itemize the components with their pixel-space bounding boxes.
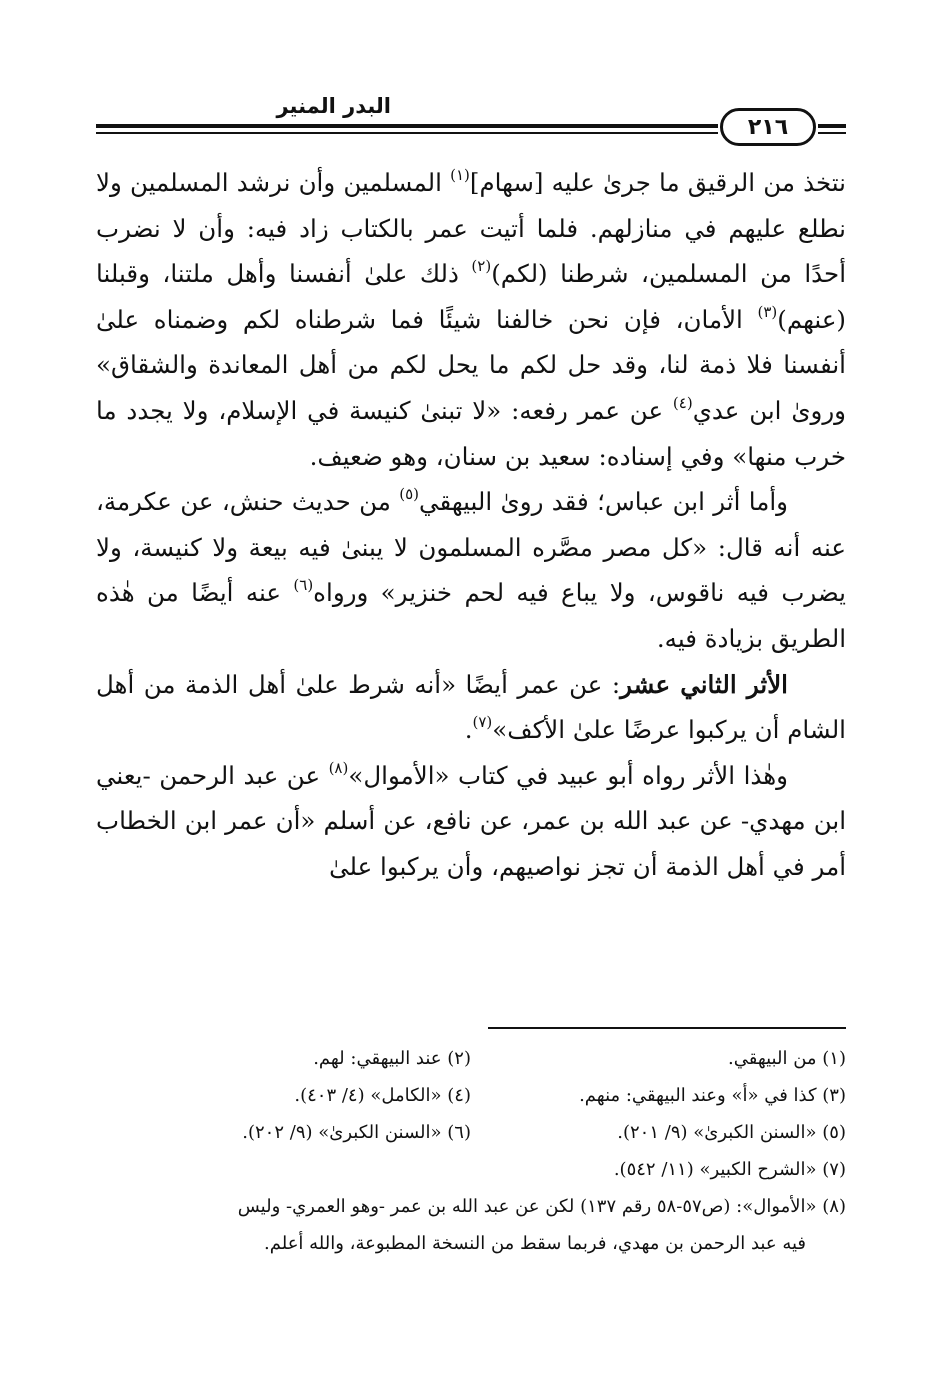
footnote-row bbox=[96, 1114, 846, 1151]
footnote-row bbox=[96, 1151, 846, 1188]
text-run: ذلك علىٰ أنفسنا وأهل ملتنا، وقبلنا (عنهم) bbox=[96, 259, 846, 334]
running-title: البدر المنير bbox=[276, 94, 391, 118]
header-rule-right-thin bbox=[818, 132, 846, 134]
text-run: المسلمين وأن نرشد المسلمين ولا نطلع عليهم في منازلهم. فلما أتيت عمر بالكتاب زاد فيه: وأن لا نضرب أحدًا من المسلمين، شرطنا (لكم) bbox=[96, 168, 846, 289]
footnote-7: (٧) «الشرح الكبير» (١١/ ٥٤٢). bbox=[613, 1159, 846, 1180]
footnote-8-continuation: فيه عبد الرحمن بن مهدي، فربما سقط من النسخة المطبوعة، والله أعلم. bbox=[264, 1233, 806, 1254]
paragraph-4 bbox=[96, 753, 846, 890]
footnote-5: (٥) «السنن الكبرىٰ» (٩/ ٢٠١). bbox=[617, 1122, 846, 1143]
text-run: . bbox=[464, 715, 473, 745]
text-run: الأمان، فإن نحن خالفنا شيئًا فما شرطناه لكم وضمناه علىٰ أنفسنا فلا ذمة لنا، وقد حل لكم ما يحل لكم من أهل المعاندة والشقاق» وروىٰ ابن عدي bbox=[96, 304, 846, 425]
footnote-6: (٦) «السنن الكبرىٰ» (٩/ ٢٠٢). bbox=[242, 1122, 471, 1143]
paragraph-3 bbox=[96, 662, 846, 753]
paragraph-1 bbox=[96, 160, 846, 479]
header-rule-thin bbox=[96, 132, 718, 134]
footnote-separator bbox=[488, 1027, 846, 1029]
footnote-ref-2[interactable]: (٢) bbox=[471, 257, 492, 276]
footnote-row bbox=[96, 1225, 846, 1262]
footnote-row bbox=[96, 1040, 846, 1077]
section-heading: الأثر الثاني عشر bbox=[620, 669, 788, 699]
footnote-4: (٤) «الكامل» (٤/ ٤٠٣). bbox=[294, 1085, 471, 1106]
text-run: وأما أثر ابن عباس؛ فقد روىٰ البيهقي bbox=[419, 487, 788, 517]
text-run: عنه أيضًا من هٰذه الطريق بزيادة فيه. bbox=[96, 578, 846, 653]
page-header bbox=[96, 88, 846, 148]
header-rule-right bbox=[818, 124, 846, 128]
text-run: من حديث حنش، عن عكرمة، عنه أنه قال: «كل مصر مصَّره المسلمون لا يبنىٰ فيه بيعة ولا كنيسة، ولا يضرب فيه ناقوس، ولا يباع فيه لحم خنزير» ورواه bbox=[96, 487, 846, 608]
footnote-ref-7[interactable]: (٧) bbox=[472, 713, 493, 732]
paragraph-2 bbox=[96, 479, 846, 661]
footnote-ref-6[interactable]: (٦) bbox=[293, 576, 314, 595]
page-number: ٢١٦ bbox=[720, 108, 816, 146]
main-text bbox=[96, 160, 846, 890]
footnote-ref-5[interactable]: (٥) bbox=[399, 485, 420, 504]
footnote-8: (٨) «الأموال»: (ص٥٧-٥٨ رقم ١٣٧) لكن عن عبد الله بن عمر -وهو العمري- وليس bbox=[237, 1196, 846, 1217]
footnote-ref-8[interactable]: (٨) bbox=[328, 758, 349, 777]
text-run: نتخذ من الرقيق ما جرىٰ عليه [سهام] bbox=[469, 168, 846, 197]
text-run: وهٰذا الأثر رواه أبو عبيد في كتاب «الأموال» bbox=[348, 760, 788, 790]
footnote-1: (١) من البيهقي. bbox=[728, 1048, 846, 1069]
footnote-row bbox=[96, 1077, 846, 1114]
footnotes bbox=[96, 1040, 846, 1262]
footnote-ref-4[interactable]: (٤) bbox=[672, 393, 693, 412]
text-run: عن عمر رفعه: «لا تبنىٰ كنيسة في الإسلام، ولا يجدد ما خرب منها» وفي إسناده: سعيد بن سنان، وهو ضعيف. bbox=[96, 395, 846, 471]
header-rule bbox=[96, 124, 718, 128]
text-run: : عن عمر أيضًا «أنه شرط علىٰ أهل الذمة من أهل الشام أن يركبوا عرضًا علىٰ الأكف» bbox=[96, 669, 846, 745]
footnote-ref-3[interactable]: (٣) bbox=[757, 302, 778, 321]
footnote-2: (٢) عند البيهقي: لهم. bbox=[313, 1048, 471, 1069]
footnote-3: (٣) كذا في «أ» وعند البيهقي: منهم. bbox=[579, 1085, 846, 1106]
footnote-ref-1[interactable]: (١) bbox=[450, 166, 470, 184]
text-run: عن عبد الرحمن -يعني ابن مهدي- عن عبد الله بن عمر، عن نافع، عن أسلم «أن عمر ابن الخطاب أمر في أهل الذمة أن تجز نواصيهم، وأن يركبوا علىٰ bbox=[96, 760, 846, 881]
footnote-row bbox=[96, 1188, 846, 1225]
